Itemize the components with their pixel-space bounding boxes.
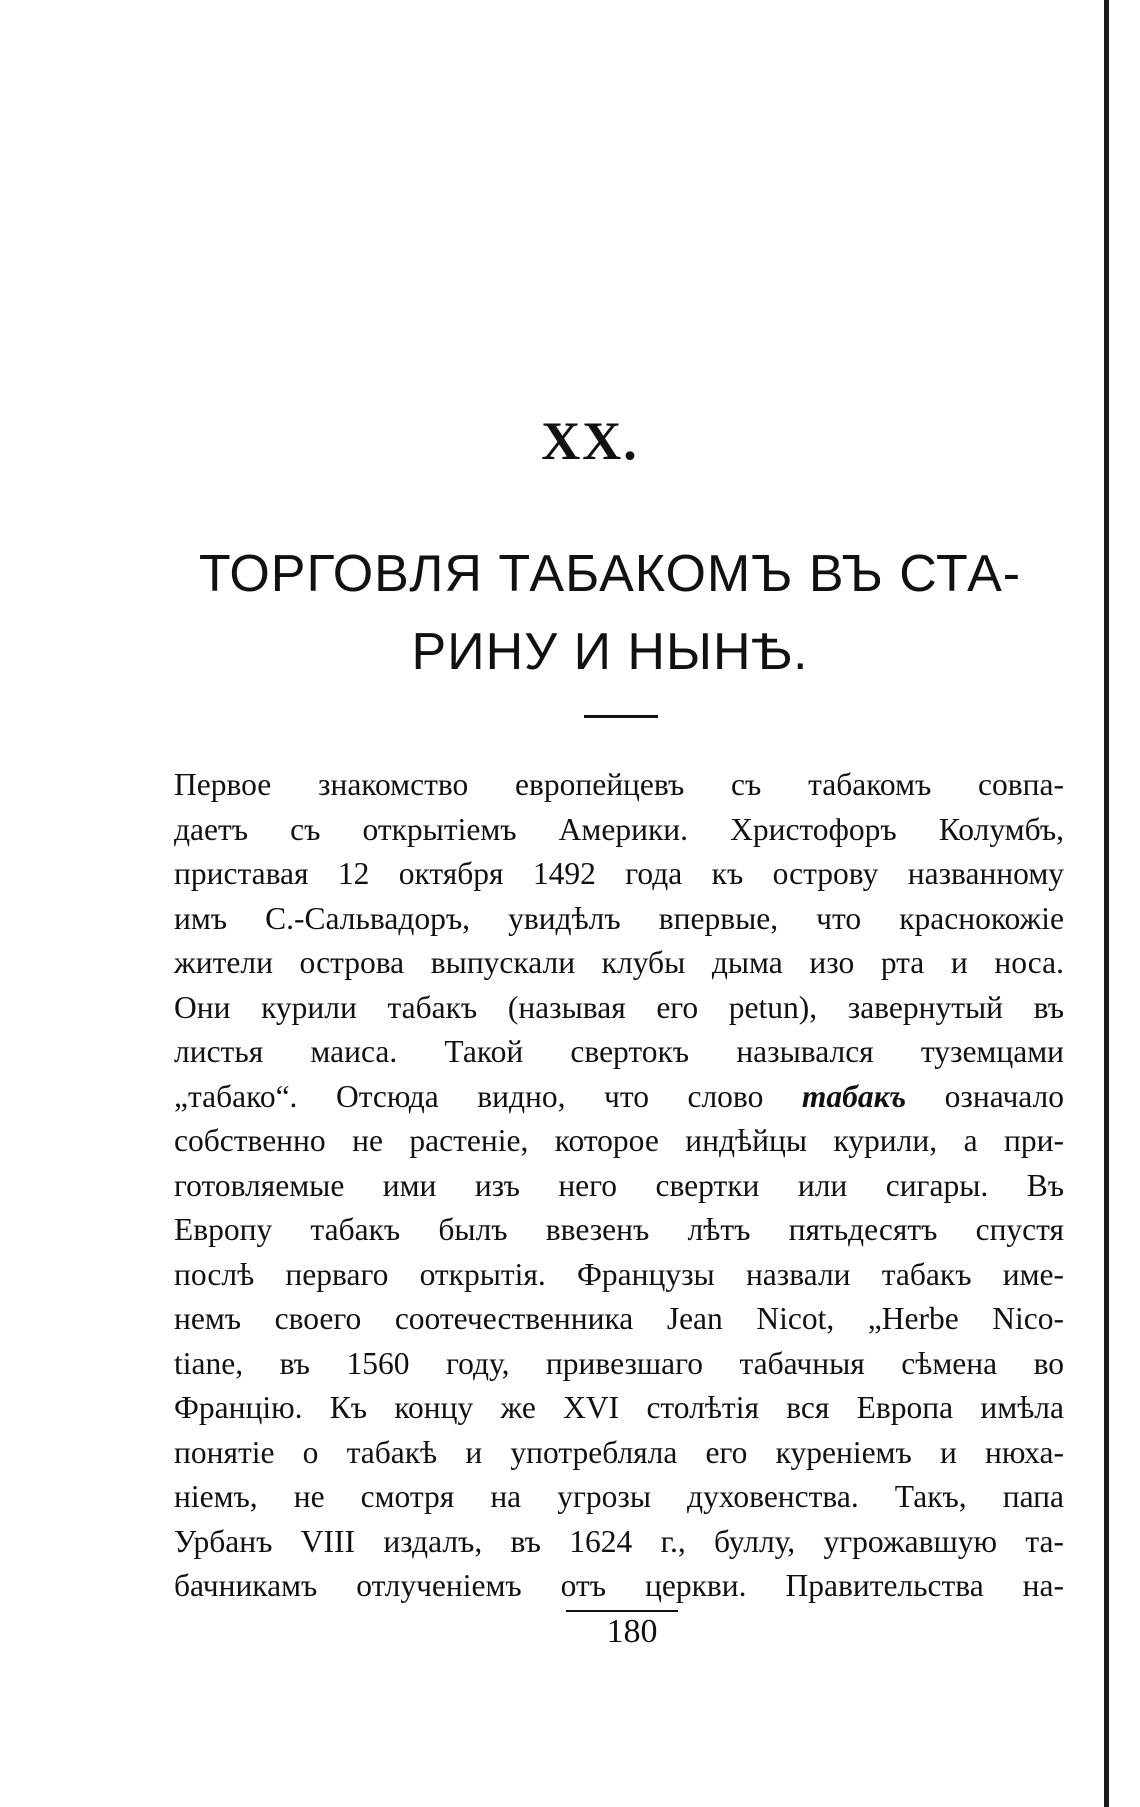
text-line: готовляемые ими изъ него свертки или сигары. Въ [174, 1167, 1064, 1203]
chapter-number: XX. [541, 411, 639, 471]
text-line: Европу табакъ былъ ввезенъ лѣтъ пятьдесятъ спустя [174, 1212, 1064, 1247]
text-line: Францію. Къ концу же XVI столѣтія вся Европа имѣла [174, 1390, 1064, 1425]
page-number [0, 1613, 1140, 1651]
page-edge-line [1104, 0, 1109, 1807]
footer-rule [566, 1610, 678, 1612]
chapter-title [150, 535, 1070, 691]
text-line: понятіе о табакѣ и употребляла его куреніемъ и нюха- [174, 1434, 1064, 1470]
text-line: Первое знакомство европейцевъ съ табакомъ совпа- [174, 767, 1064, 802]
text-line: tiane, въ 1560 году, привезшаго табачныя сѣмена во [174, 1345, 1064, 1381]
text-line: Урбанъ VIII издалъ, въ 1624 г., буллу, угрожавшую та- [174, 1523, 1064, 1559]
text-line: послѣ перваго открытія. Французы назвали табакъ име- [174, 1256, 1064, 1292]
text-line: Они курили табакъ (называя его petun), завернутый въ [174, 989, 1064, 1025]
text-line: имъ С.-Сальвадоръ, увидѣлъ впервые, что краснокожіе [174, 900, 1064, 936]
text-line: даетъ съ открытіемъ Америки. Христофоръ Колумбъ, [174, 811, 1064, 847]
chapter-title-line: РИНУ И НЫНѢ. [411, 623, 809, 681]
emphasized-word: табакъ [801, 1078, 907, 1114]
title-divider [584, 715, 658, 718]
page-number-text: 180 [606, 1613, 658, 1650]
text-segment: означало [944, 1078, 1065, 1114]
text-segment: „табако“. Отсюда видно, что слово [174, 1078, 764, 1114]
text-line: собственно не растеніе, которое индѣйцы курили, а при- [174, 1123, 1064, 1158]
text-line: ніемъ, не смотря на угрозы духовенства. Такъ, папа [174, 1479, 1064, 1514]
text-line: жители острова выпускали клубы дыма изо рта и носа. [174, 945, 1064, 980]
chapter-title-line: ТОРГОВЛЯ ТАБАКОМЪ ВЪ СТА- [198, 545, 1022, 603]
text-line: немъ своего соотечественника Jean Nicot, „Herbe Nico- [174, 1301, 1064, 1336]
text-line: приставая 12 октября 1492 года къ острову названному [174, 856, 1064, 891]
body-paragraph [174, 763, 1064, 1609]
text-line: листья маиса. Такой свертокъ назывался туземцами [174, 1034, 1064, 1069]
text-line: бачникамъ отлученіемъ отъ церкви. Правительства на- [174, 1568, 1064, 1603]
text-line-with-emphasis [174, 1075, 1064, 1120]
